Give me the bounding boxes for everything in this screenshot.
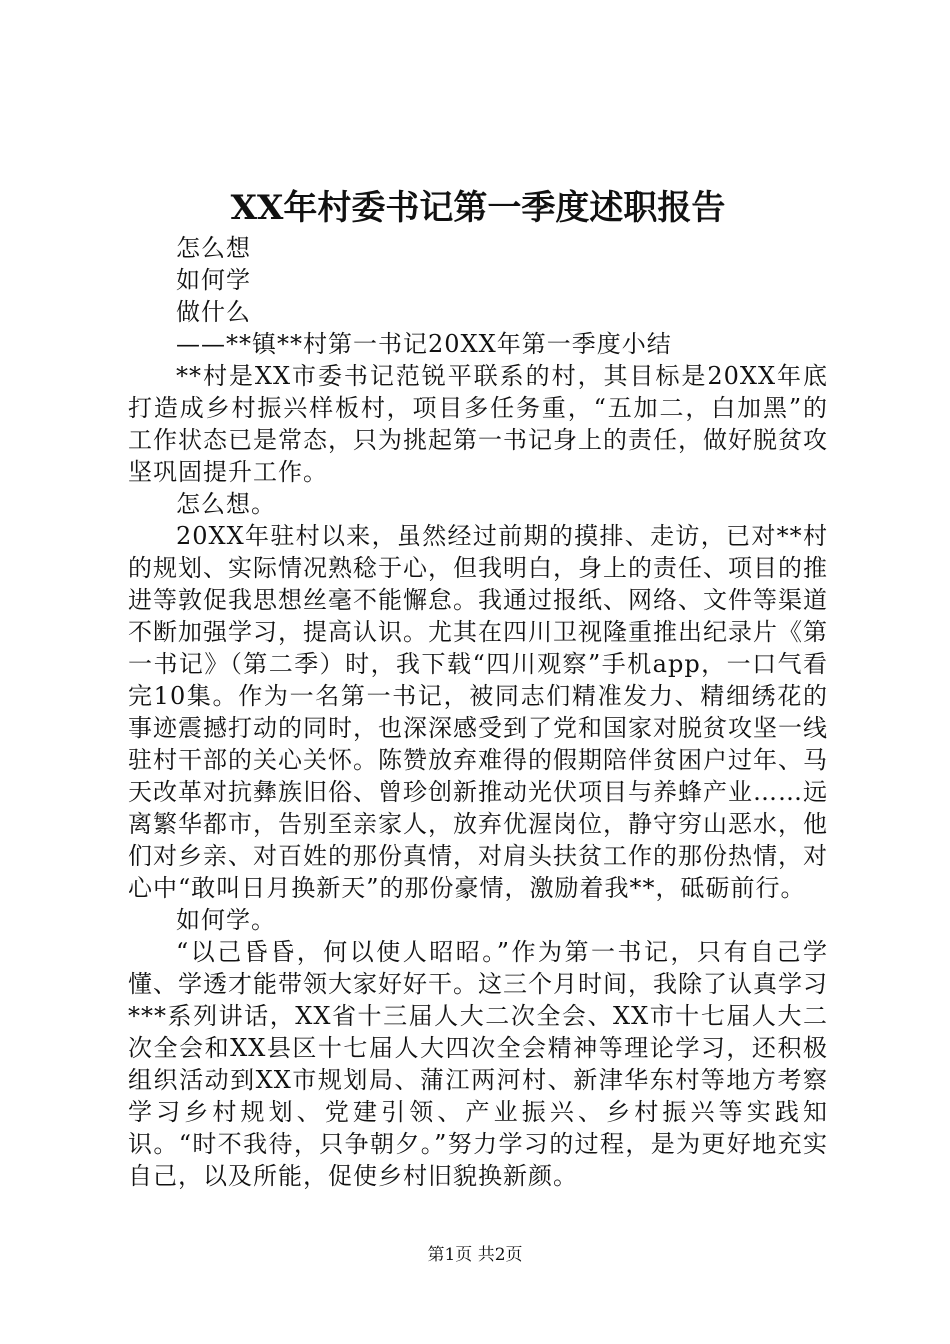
section-body-think: 20XX年驻村以来，虽然经过前期的摸排、走访，已对**村的规划、实际情况熟稔于心，但我明白，身上的责任、项目的推进等敦促我思想丝毫不能懈怠。我通过报纸、网络、文件等渠道不断加强学习，提高认识。尤其在四川卫视隆重推出纪录片《第一书记》（第二季）时，我下载“四川观察”手机app，一口气看完10集。作为一名第一书记，被同志们精准发力、精细绣花的事迹震撼打动的同时，也深深感受到了党和国家对脱贫攻坚一线驻村干部的关心关怀。陈赞放弃难得的假期陪伴贫困户过年、马天改革对抗彝族旧俗、曾珍创新推动光伏项目与养蜂产业……远离繁华都市，告别至亲家人，放弃优渥岗位，静守穷山恶水，他们对乡亲、对百姓的那份真情，对肩头扶贫工作的那份热情，对心中“敢叫日月换新天”的那份豪情，激励着我**，砥砺前行。 <box>128 522 828 902</box>
outline-item-think: 怎么想 <box>176 234 251 262</box>
section-heading-learn: 如何学。 <box>176 906 276 934</box>
document-page <box>128 186 828 1192</box>
page-footer: 第1页 共2页 <box>427 1245 523 1265</box>
section-heading-think: 怎么想。 <box>176 490 276 518</box>
document-title: XX年村委书记第一季度述职报告 <box>230 188 726 228</box>
document-body <box>128 232 828 1192</box>
section-body-learn: “以己昏昏，何以使人昭昭。”作为第一书记，只有自己学懂、学透才能带领大家好好干。这三个月时间，我除了认真学习***系列讲话，XX省十三届人大二次全会、XX市十七届人大二次全会和XX县区十七届人大四次全会精神等理论学习，还积极组织活动到XX市规划局、蒲江两河村、新津华东村等地方考察学习乡村规划、党建引领、产业振兴、乡村振兴等实践知识。“时不我待，只争朝夕。”努力学习的过程，是为更好地充实自己，以及所能，促使乡村旧貌换新颜。 <box>128 938 828 1190</box>
intro-paragraph: **村是XX市委书记范锐平联系的村，其目标是20XX年底打造成乡村振兴样板村，项目多任务重，“五加二，白加黑”的工作状态已是常态，只为挑起第一书记身上的责任，做好脱贫攻坚巩固提升工作。 <box>128 362 828 486</box>
outline-item-do: 做什么 <box>176 298 251 326</box>
subtitle-line: ——**镇**村第一书记20XX年第一季度小结 <box>176 330 672 358</box>
outline-item-learn: 如何学 <box>176 266 251 294</box>
